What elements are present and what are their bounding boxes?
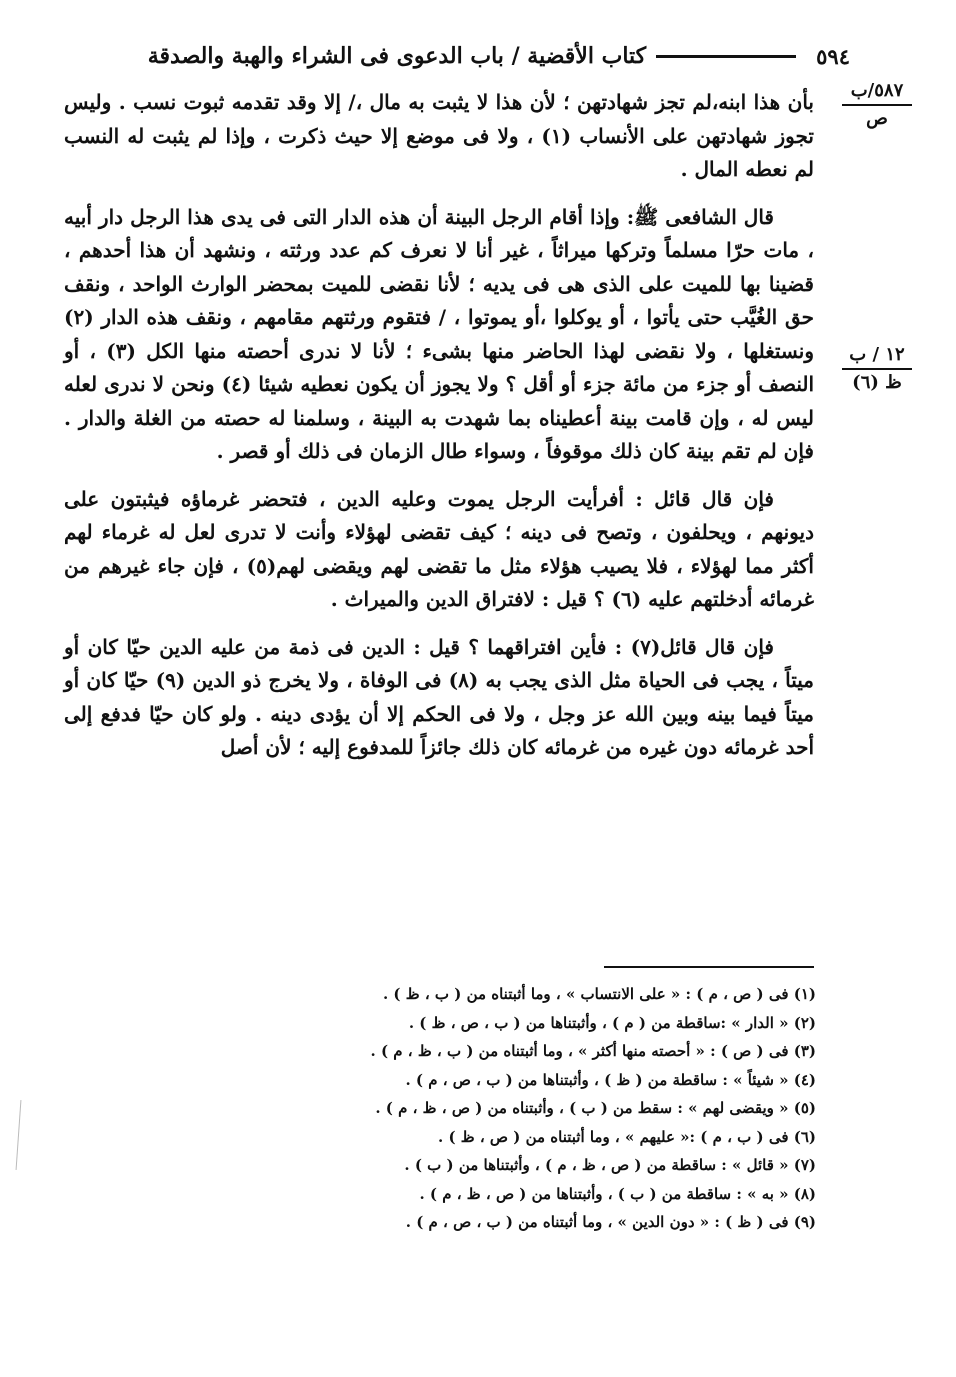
paragraph-3-text: فإن قال قائل : أفرأيت الرجل يموت وعليه الدين ، فتحضر غرماؤه فيثبتون على ديونهم ، ويحلفون ، وتصح فى دينه ؛ كيف تقضى لهؤلاء وأنت لا تدرى لعل له غرماء لهم أكثر مما لهؤلاء ، فلا يصيب هؤلاء مثل ما تقضى لهم ويقضى لهم(٥) ، فإن جاء غيرهم من غرمائه أدخلتهم عليه (٦) ؟ قيل : لافتراق الدين والميراث . — [64, 486, 814, 611]
main-text — [64, 86, 814, 765]
running-title: كتاب الأقضية / باب الدعوى فى الشراء والهبة والصدقة — [147, 43, 647, 69]
paragraph-4-text: فإن قال قائل(٧) : فأين افتراقهما ؟ قيل : الدين فى ذمة من عليه الدين حيّا كان أو ميتاً ، يجب فى الحياة مثل الذى يجب به (٨) فى الوفاة ، ولا يخرج ذو الدين (٩) حيّا كان أو ميتاً فيما بينه وبين الله عز وجل ، ولا فى الحكم إلا أن يؤدى دينه . ولو كان حيّا فدفع إلى أحد غرمائه دون غيره من غرمائه كان ذلك جائزاً للمدفوع إليه ؛ لأن أصل — [64, 634, 815, 759]
margin-note-1-bottom: ص — [866, 108, 888, 129]
footnote-8: (٨) « به » : ساقطة من ( ب ) ، وأثبتناها من ( ص ، ظ ، م ) . — [419, 1184, 816, 1203]
scan-mark — [16, 1100, 22, 1170]
footnote-9: (٩) فى ( ظ ) : « دون الدين » ، وما أثبتناه من ( ب ، ص ، م ) . — [405, 1213, 816, 1231]
paragraph-2 — [64, 201, 814, 469]
footnote-5: (٥) « ويقضى لهم » : سقط من ( ب ) ، وأثبتناه من ( ص ، ظ ، م ) . — [375, 1099, 816, 1117]
footnotes — [300, 980, 816, 1237]
footnote-7: (٧) « قائل » : ساقطة من ( ص ، ظ ، م ) ، وأثبتناها من ( ب ) . — [404, 1156, 816, 1174]
footnote-4: (٤) « شيئاً » : ساقطة من ( ظ ) ، وأثبتناها من ( ب ، ص ، م ) . — [405, 1070, 816, 1089]
header-rule — [656, 55, 796, 58]
paragraph-2-text: وإذا أقام الرجل البينة أن هذه الدار التى فى يدى هذا الرجل دار أبيه ، مات حرّا مسلماً وتركها ميراثاً ، غير أنا لا نعرف كم عدد ورثته ، ونشهد أن هذا أحدهم ، قضينا بها للميت على الذى هى فى يديه ؛ لأنا نقضى للميت بمحضر الوارث الواحد ، ونقف حق الغُيَّب حتى يأتوا ، أو يوكلوا ،أو يموتوا ، / فتقوم ورثتهم مقامهم ، ونقف هذه الدار (٢) ونستغلها ، ولا نقضى لهذا الحاضر منها بشىء ؛ لأنا لا ندرى أحصته منها الكل (٣) ، أو النصف أو جزء من مائة جزء أو أقل ؟ ولا يجوز أن يكون نعطيه شيئا (٤) ونحن لا ندرى لعله ليس له ، وإن قامت بينة أعطيناه بما شهدت به البينة ، وسلمنا له حصته من الغلة والدار . فإن لم تقم بينة كان ذلك موقوفاً ، وسواء طال الزمان فى ذلك أو قصر . — [64, 204, 815, 463]
margin-note-1 — [842, 80, 912, 130]
margin-note-2 — [842, 344, 912, 394]
footnote-separator — [604, 966, 814, 968]
footnote-3: (٣) فى ( ص ) : « أحصته منها أكثر » ، وما أثبتناه من ( ب ، ظ ، م ) . — [370, 1042, 816, 1060]
running-header — [60, 36, 850, 76]
paragraph-1-text: بأن هذا ابنه،لم تجز شهادتهن ؛ لأن هذا لا يثبت به مال ،/ إلا وقد تقدمه ثبوت نسب . وليس تجوز شهادتهن على الأنساب (١) ، ولا فى موضع إلا حيث ذكرت ، وإذا لم يثبت له النسب لم نعطه المال . — [64, 90, 814, 181]
paragraph-3 — [64, 483, 814, 617]
margin-note-1-top: ٥٨٧/ب — [842, 80, 912, 106]
footnote-6: (٦) فى ( ب ، م ) :« عليهم » ، وما أثبتناه من ( ص ، ظ ) . — [438, 1127, 816, 1146]
margin-note-2-bottom: ظ (٦) — [852, 372, 902, 393]
paragraph-2-speaker: قال الشافعى ﷺ: — [626, 204, 774, 229]
footnote-1: (١) فى ( ص ، م ) : « على الانتساب » ، وما أثبتناه من ( ب ، ظ ) . — [382, 985, 816, 1003]
paragraph-4 — [64, 631, 814, 765]
page-number: ٥٩٤ — [816, 43, 850, 69]
paragraph-1 — [64, 86, 814, 187]
margin-note-2-top: ١٢ / ب — [842, 344, 912, 370]
footnote-2: (٢) « الدار » :ساقطة من ( م ) ، وأثبتناها من ( ب ، ص ، ظ ) . — [408, 1013, 816, 1032]
